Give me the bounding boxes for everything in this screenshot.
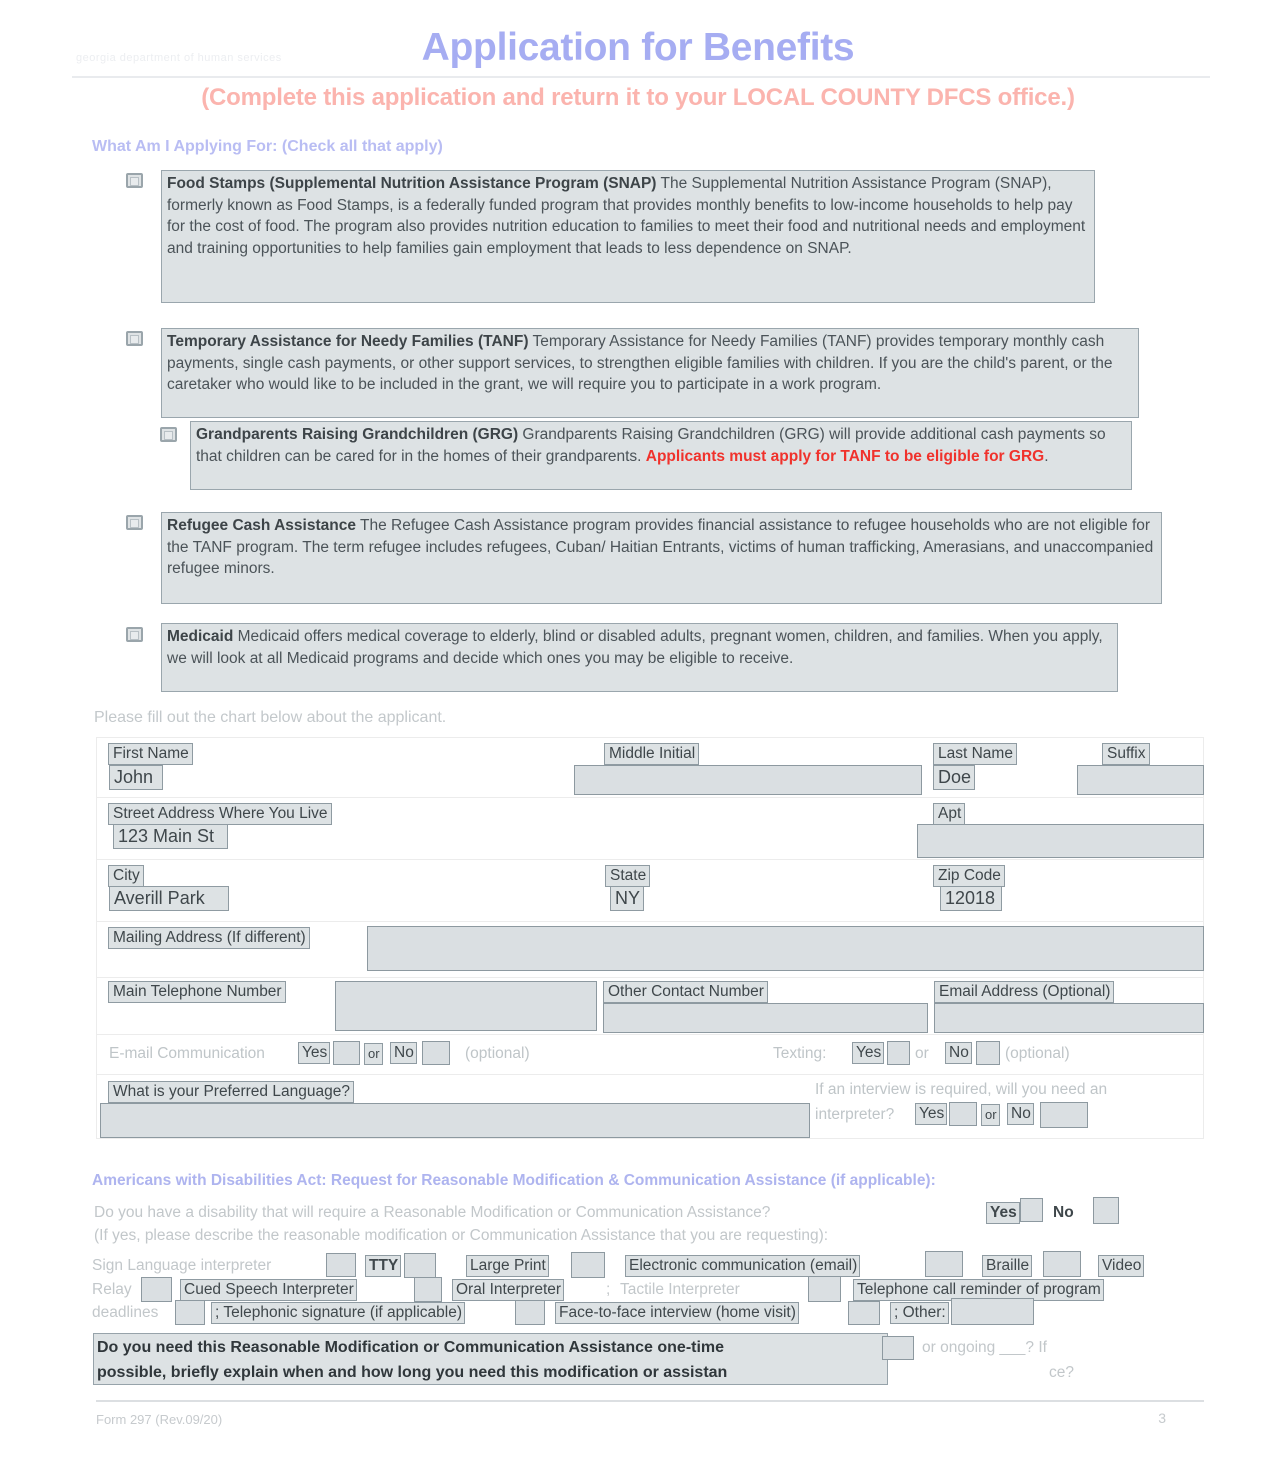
street-address-label: Street Address Where You Live [108,803,332,825]
interpreter-yes-checkbox[interactable] [949,1102,977,1126]
program-block-food-stamps [161,170,1095,303]
texting-yes-checkbox[interactable] [887,1041,910,1065]
table-row-street [97,798,1203,860]
ada-option-braille-checkbox[interactable] [1043,1251,1081,1277]
ada-option-large-print-label: Large Print [466,1255,549,1277]
ada-option-face-to-face-label: Face-to-face interview (home visit) [555,1302,799,1324]
checkbox-refugee-cash-assistance[interactable] [126,515,143,530]
state-value[interactable]: NY [610,886,644,911]
preferred-language-input[interactable] [100,1103,810,1138]
program-block-grg [190,421,1132,490]
ada-option-other-label: ; Other: [890,1302,949,1324]
email-address-label: Email Address (Optional) [934,981,1114,1003]
other-contact-label: Other Contact Number [603,981,768,1003]
program-block-tanf [161,328,1139,418]
texting-yes-label: Yes [852,1042,884,1064]
ada-option-electronic-checkbox[interactable] [925,1251,963,1277]
header-divider [72,76,1210,78]
ada-option-tty-label: TTY [365,1255,401,1277]
city-value[interactable]: Averill Park [109,886,229,911]
ada-no-checkbox[interactable] [1093,1197,1119,1224]
apt-input[interactable] [917,824,1204,858]
ada-option-video-relay-checkbox[interactable] [141,1277,172,1302]
apt-label: Apt [933,803,965,825]
ada-option-telephone-reminder-label: Telephone call reminder of program [853,1279,1104,1301]
interpreter-yes-label: Yes [915,1103,947,1125]
ada-option-cued-speech-checkbox[interactable] [414,1277,442,1302]
ada-option-tactile-checkbox[interactable] [808,1276,841,1302]
texting-label: Texting: [773,1045,827,1062]
table-row-mailing [97,922,1203,978]
program-title-medicaid: Medicaid [167,628,234,645]
email-comm-or-label: or [364,1043,383,1065]
ada-duration-block [93,1333,888,1385]
ada-option-oral-separator: ; [606,1281,611,1298]
table-row-name [97,738,1203,798]
email-address-input[interactable] [934,1003,1204,1033]
ada-option-relay-label: Relay [92,1281,132,1298]
interpreter-question-line2: interpreter? [815,1106,895,1123]
ada-option-face-to-face-checkbox[interactable] [848,1301,880,1325]
last-name-label: Last Name [933,743,1017,765]
footer-form-id: Form 297 (Rev.09/20) [96,1412,223,1427]
checkbox-medicaid[interactable] [126,627,143,642]
ada-subnote: (If yes, please describe the reasonable modification or Communication Assistance that you are requesting): [94,1227,829,1244]
preferred-language-label: What is your Preferred Language? [108,1081,354,1103]
ada-heading: Americans with Disabilities Act: Request for Reasonable Modification & Communication Assistance (if applicable): [92,1172,936,1189]
ada-option-tactile-label: Tactile Interpreter [620,1281,740,1298]
email-comm-no-checkbox[interactable] [422,1041,450,1065]
ada-option-tty-checkbox[interactable] [404,1253,436,1278]
email-comm-yes-label: Yes [298,1042,330,1064]
program-body-refugee: The Refugee Cash Assistance program provides financial assistance to refugee households who are not eligible for the TANF program. The term refugee includes refugees, Cuban/ Haitian Entrants, victims of human trafficking, Amerasians, and unaccompanied refugee minors. [167,517,1154,578]
email-comm-yes-checkbox[interactable] [333,1041,360,1065]
program-body-grg: Grandparents Raising Grandchildren (GRG) will provide additional cash payments so that children can be cared for in the homes of their grandparents. [196,426,1106,465]
interpreter-or-label: or [981,1104,1000,1126]
ada-question: Do you have a disability that will require a Reasonable Modification or Communication Assistance? [94,1204,771,1221]
footer-page-number: 3 [1158,1410,1166,1426]
ada-option-deadlines-label: deadlines [92,1304,159,1321]
interpreter-no-label: No [1007,1103,1034,1125]
ada-no-label: No [1053,1204,1074,1221]
ada-option-sign-language-label: Sign Language interpreter [92,1257,272,1274]
checkbox-tanf[interactable] [126,331,143,346]
agency-ghost-text: georgia department of human services [76,52,282,64]
program-title-grg: Grandparents Raising Grandchildren (GRG) [196,426,519,443]
program-body-medicaid: Medicaid offers medical coverage to elderly, blind or disabled adults, pregnant women, children, and families. When you apply, we will look at all Medicaid programs and decide which ones you may be eligible to receive. [167,628,1103,667]
state-label: State [605,865,650,887]
ada-option-telephone-reminder-checkbox[interactable] [175,1300,205,1325]
ada-duration-tail: ce? [1049,1364,1074,1381]
footer-divider [96,1400,1204,1402]
middle-initial-input[interactable] [574,765,922,795]
table-row-comm-prefs [97,1035,1203,1075]
mailing-address-input[interactable] [367,926,1204,971]
suffix-label: Suffix [1102,743,1150,765]
applying-for-label: What Am I Applying For: (Check all that apply) [92,138,443,155]
email-comm-no-label: No [390,1042,417,1064]
first-name-value[interactable]: John [109,765,163,790]
applicant-chart-table [96,737,1204,1139]
ada-option-large-print-checkbox[interactable] [571,1252,605,1278]
other-contact-input[interactable] [603,1003,928,1033]
last-name-value[interactable]: Doe [933,765,975,790]
email-communication-label: E-mail Communication [109,1045,265,1062]
program-title-refugee: Refugee Cash Assistance [167,517,356,534]
program-title-tanf: Temporary Assistance for Needy Families (TANF) [167,333,529,350]
texting-optional-note: (optional) [1005,1045,1070,1062]
email-comm-optional-note: (optional) [465,1045,530,1062]
ada-yes-checkbox[interactable] [1020,1198,1043,1222]
ada-option-other-input[interactable] [951,1298,1034,1325]
zip-value[interactable]: 12018 [940,886,1002,911]
first-name-label: First Name [108,743,193,765]
zip-label: Zip Code [933,865,1005,887]
ada-duration-onetime-checkbox[interactable] [882,1336,914,1360]
checkbox-food-stamps[interactable] [126,173,143,188]
ada-option-sign-language-checkbox[interactable] [326,1253,356,1277]
program-body-tanf: Temporary Assistance for Needy Families (TANF) provides temporary monthly cash payments, single cash payments, or other support services, to strengthen eligible families with children. If you are the child's parent, or the caretaker who would like to be included in the grant, we will require you to participate in a work program. [167,333,1113,394]
interpreter-question-line1: If an interview is required, will you need an [815,1081,1108,1098]
ada-option-telephonic-signature-label: ; Telephonic signature (if applicable) [211,1302,465,1324]
ada-option-video-label: Video [1098,1255,1144,1277]
ada-duration-ongoing-note: or ongoing ___? If [922,1339,1047,1356]
suffix-input[interactable] [1077,765,1204,795]
ada-option-braille-label: Braille [982,1255,1032,1277]
chart-instruction: Please fill out the chart below about the applicant. [94,709,447,726]
texting-no-label: No [945,1042,972,1064]
texting-or-label: or [915,1045,929,1062]
program-block-refugee-cash-assistance [161,512,1162,604]
city-label: City [108,865,144,887]
street-address-value[interactable]: 123 Main St [113,824,228,849]
page-title: Application for Benefits [421,26,855,69]
table-row-contact [97,978,1203,1035]
table-row-city [97,860,1203,922]
main-telephone-label: Main Telephone Number [108,981,286,1003]
program-body-grg-tail: . [1044,447,1049,465]
checkbox-grg[interactable] [160,427,177,442]
mailing-address-label: Mailing Address (If different) [108,927,310,949]
program-body-food-stamps: The Supplemental Nutrition Assistance Program (SNAP), formerly known as Food Stamps, is a federally funded program that provides monthly benefits to low-income households to help pay for the cost of food. The program also provides nutrition education to families to meet their food and nutritional needs and employment and training opportunities to help families gain employment that leads to less dependence on SNAP. [167,175,1086,257]
table-row-language [97,1075,1203,1139]
ada-option-telephonic-signature-checkbox[interactable] [515,1300,545,1325]
ada-option-electronic-label: Electronic communication (email) [625,1255,860,1277]
middle-initial-label: Middle Initial [604,743,699,765]
ada-yes-label: Yes [986,1202,1020,1224]
interpreter-no-checkbox[interactable] [1040,1102,1088,1128]
ada-duration-line2: possible, briefly explain when and how long you need this modification or assistan [97,1364,728,1381]
page-header [0,0,1276,78]
ada-option-oral-label: Oral Interpreter [452,1279,564,1301]
page-subtitle: (Complete this application and return it to your LOCAL COUNTY DFCS office.) [201,84,1075,111]
ada-option-cued-speech-label: Cued Speech Interpreter [180,1279,357,1301]
texting-no-checkbox[interactable] [976,1041,1000,1065]
program-emphasis-grg: Applicants must apply for TANF to be eligible for GRG [645,447,1045,465]
ada-duration-line1: Do you need this Reasonable Modification or Communication Assistance one-time [97,1339,725,1356]
main-telephone-input[interactable] [335,981,597,1031]
program-title-food-stamps: Food Stamps (Supplemental Nutrition Assistance Program (SNAP) [167,175,657,192]
program-block-medicaid [161,623,1118,692]
